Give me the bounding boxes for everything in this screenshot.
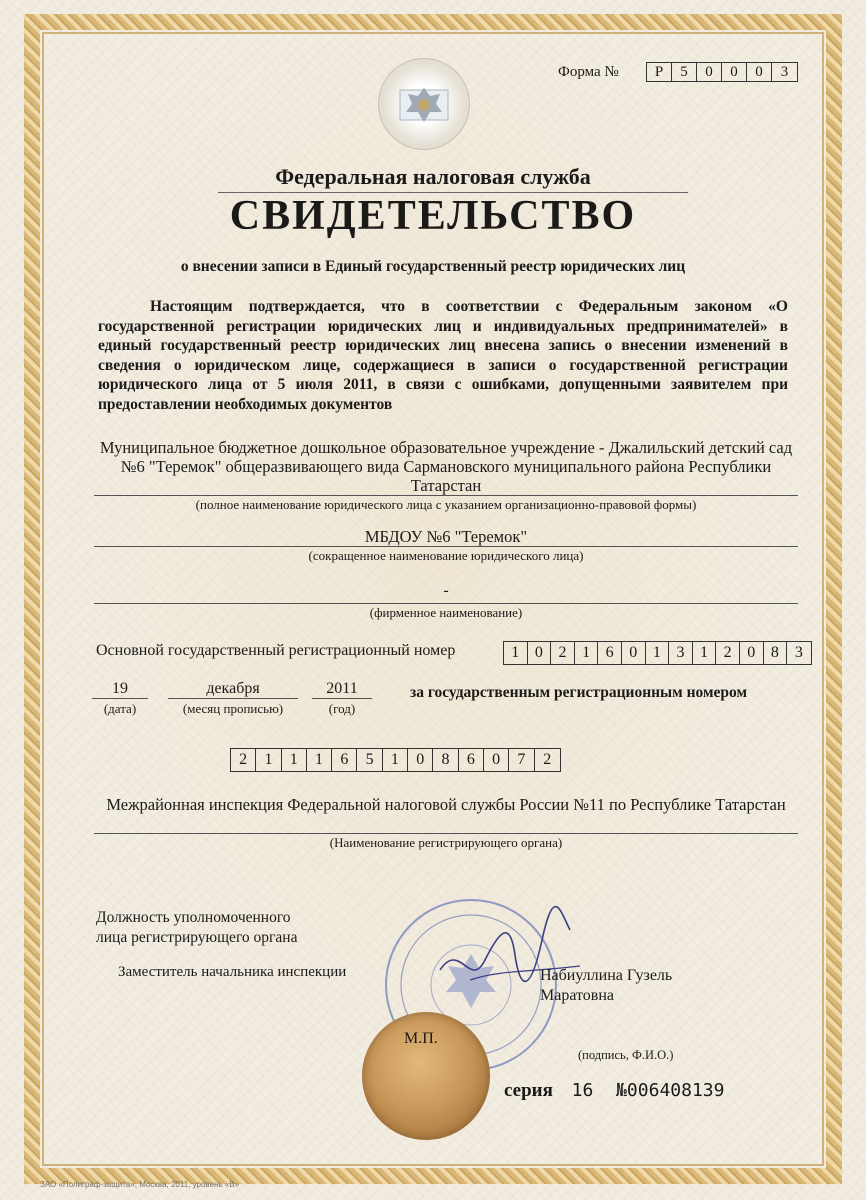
grn-digit: 0 [408, 749, 433, 771]
grn-digit: 2 [543, 751, 552, 768]
printer-footer: ЗАО «Полиграф-защита», Москва, 2011, уровень «В» [40, 1180, 240, 1189]
date-day-caption: (дата) [103, 701, 137, 716]
form-code-cell: 0 [697, 63, 722, 81]
date-month: декабря [206, 680, 260, 697]
entity-brand-name: - [443, 582, 449, 599]
grn-digit: 1 [282, 749, 307, 771]
short-name-caption: (сокращенное наименование юридического лица) [308, 548, 584, 563]
serial-value: №006408139 [616, 1080, 725, 1101]
ogrn-digit: 3 [794, 644, 803, 661]
date-day-rule [92, 698, 148, 699]
ogrn-digit: 1 [575, 642, 599, 664]
grn-digit: 1 [307, 749, 332, 771]
signatory-position: Заместитель начальника инспекции [118, 964, 347, 980]
state-number-label: за государственным регистрационным номером [410, 684, 748, 701]
date-year: 2011 [326, 680, 358, 697]
agency-name: Федеральная налоговая служба [275, 164, 591, 189]
entity-short-name: МБДОУ №6 "Теремок" [364, 527, 528, 546]
full-name-rule [94, 495, 798, 496]
signatory-name-line2: Маратовна [540, 987, 615, 1004]
serial-number [504, 1080, 724, 1102]
authority-rule [94, 833, 798, 834]
ogrn-digit: 8 [764, 642, 788, 664]
ogrn-digit: 1 [646, 642, 670, 664]
date-day: 19 [112, 680, 128, 697]
position-label [96, 908, 297, 948]
grn-digit: 6 [332, 749, 357, 771]
signatory-name [540, 966, 672, 1006]
authority-caption: (Наименование регистрирующего органа) [329, 835, 563, 850]
signatory-name-line1: Набиуллина Гузель [540, 967, 673, 984]
form-code-cell: Р [647, 63, 672, 81]
form-number-boxes [646, 62, 798, 82]
grn-boxes [230, 748, 561, 772]
document-subtitle: о внесении записи в Единый государственный реестр юридических лиц [180, 258, 686, 275]
form-code-cell: 0 [747, 63, 772, 81]
confirmation-paragraph: Настоящим подтверждается, что в соответствии с Федеральным законом «О государственной регистрации юридических лиц и индивидуальных предпринимателей» в единый государственный реестр юридических лиц внесена запись о внесении изменений в сведения о юридическом лице, содержащиеся в записи о государственной регистрации юридического лица от 5 июля 2011, в связи с ошибками, допущенными заявителем при предоставлении необходимых документов [98, 298, 788, 413]
ogrn-digit: 2 [716, 642, 740, 664]
ogrn-digit: 2 [551, 642, 575, 664]
brand-name-caption: (фирменное наименование) [369, 605, 523, 620]
ogrn-digit: 1 [504, 642, 528, 664]
date-year-rule [312, 698, 372, 699]
ogrn-digit: 0 [740, 642, 764, 664]
grn-digit: 2 [231, 749, 256, 771]
hologram-emblem-icon [378, 58, 470, 150]
date-month-caption: (месяц прописью) [182, 701, 284, 716]
form-code-cell: 3 [780, 64, 789, 80]
grn-digit: 6 [459, 749, 484, 771]
form-code-cell: 0 [722, 63, 747, 81]
grn-digit: 1 [383, 749, 408, 771]
form-number-label: Форма № [558, 64, 619, 80]
form-code-cell: 5 [672, 63, 697, 81]
series-value: 16 [571, 1080, 594, 1101]
ogrn-digit: 0 [528, 642, 552, 664]
mp-mark: М.П. [404, 1030, 438, 1047]
date-year-caption: (год) [328, 701, 356, 716]
authority-name: Межрайонная инспекция Федеральной налоговой службы России №11 по Республике Татарстан [106, 795, 786, 814]
document-title: СВИДЕТЕЛЬСТВО [229, 193, 637, 239]
brand-name-rule [94, 603, 798, 604]
ogrn-label: Основной государственный регистрационный номер [96, 642, 456, 659]
full-name-caption: (полное наименование юридического лица с указанием организационно-правовой формы) [195, 497, 697, 512]
ogrn-digit: 3 [669, 642, 693, 664]
ogrn-digit: 0 [622, 642, 646, 664]
grn-digit: 5 [357, 749, 382, 771]
position-label-line2: лица регистрирующего органа [96, 929, 298, 946]
ogrn-digit: 1 [693, 642, 717, 664]
short-name-rule [94, 546, 798, 547]
grn-digit: 0 [484, 749, 509, 771]
grn-digit: 1 [256, 749, 281, 771]
date-month-rule [168, 698, 298, 699]
entity-full-name: Муниципальное бюджетное дошкольное образовательное учреждение - Джалильский детский сад №6 "Теремок" общеразвивающего вида Сармановского муниципального района Республики Татарстан [99, 438, 793, 495]
position-label-line1: Должность уполномоченного [96, 909, 291, 926]
ogrn-digit: 6 [598, 642, 622, 664]
grn-digit: 8 [433, 749, 458, 771]
series-label: серия [504, 1080, 553, 1101]
signature-caption: (подпись, Ф.И.О.) [578, 1048, 674, 1062]
grn-digit: 7 [509, 749, 534, 771]
ogrn-boxes [503, 641, 812, 665]
